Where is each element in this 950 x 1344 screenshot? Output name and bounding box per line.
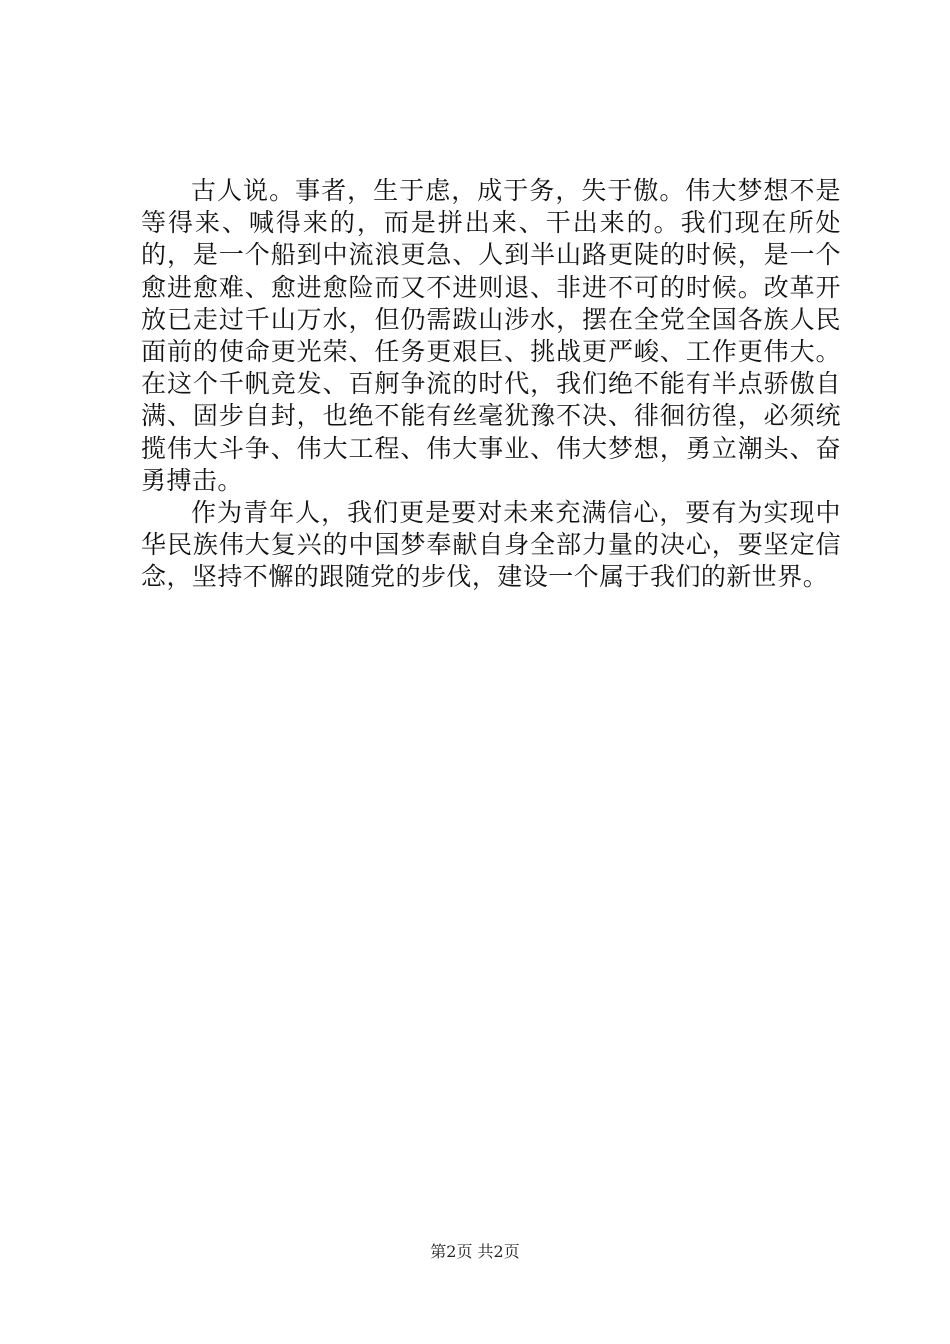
paragraph: 作为青年人，我们更是要对未来充满信心，要有为实现中华民族伟大复兴的中国梦奉献自身全部力量的决心，要坚定信念，坚持不懈的跟随党的步伐，建设一个属于我们的新世界。 bbox=[141, 498, 841, 592]
page-footer: 第2页 共2页 bbox=[430, 1242, 520, 1261]
document-body bbox=[141, 175, 841, 594]
paragraph: 古人说。事者，生于虑，成于务，失于傲。伟大梦想不是等得来、喊得来的，而是拼出来、干出来的。我们现在所处的，是一个船到中流浪更急、人到半山路更陡的时候，是一个愈进愈难、愈进愈险而又不进则退、非进不可的时候。改革开放已走过千山万水，但仍需跋山涉水，摆在全党全国各族人民面前的使命更光荣、任务更艰巨、挑战更严峻、工作更伟大。在这个千帆竞发、百舸争流的时代，我们绝不能有半点骄傲自满、固步自封，也绝不能有丝毫犹豫不决、徘徊彷徨，必须统揽伟大斗争、伟大工程、伟大事业、伟大梦想，勇立潮头、奋勇搏击。 bbox=[141, 176, 841, 495]
